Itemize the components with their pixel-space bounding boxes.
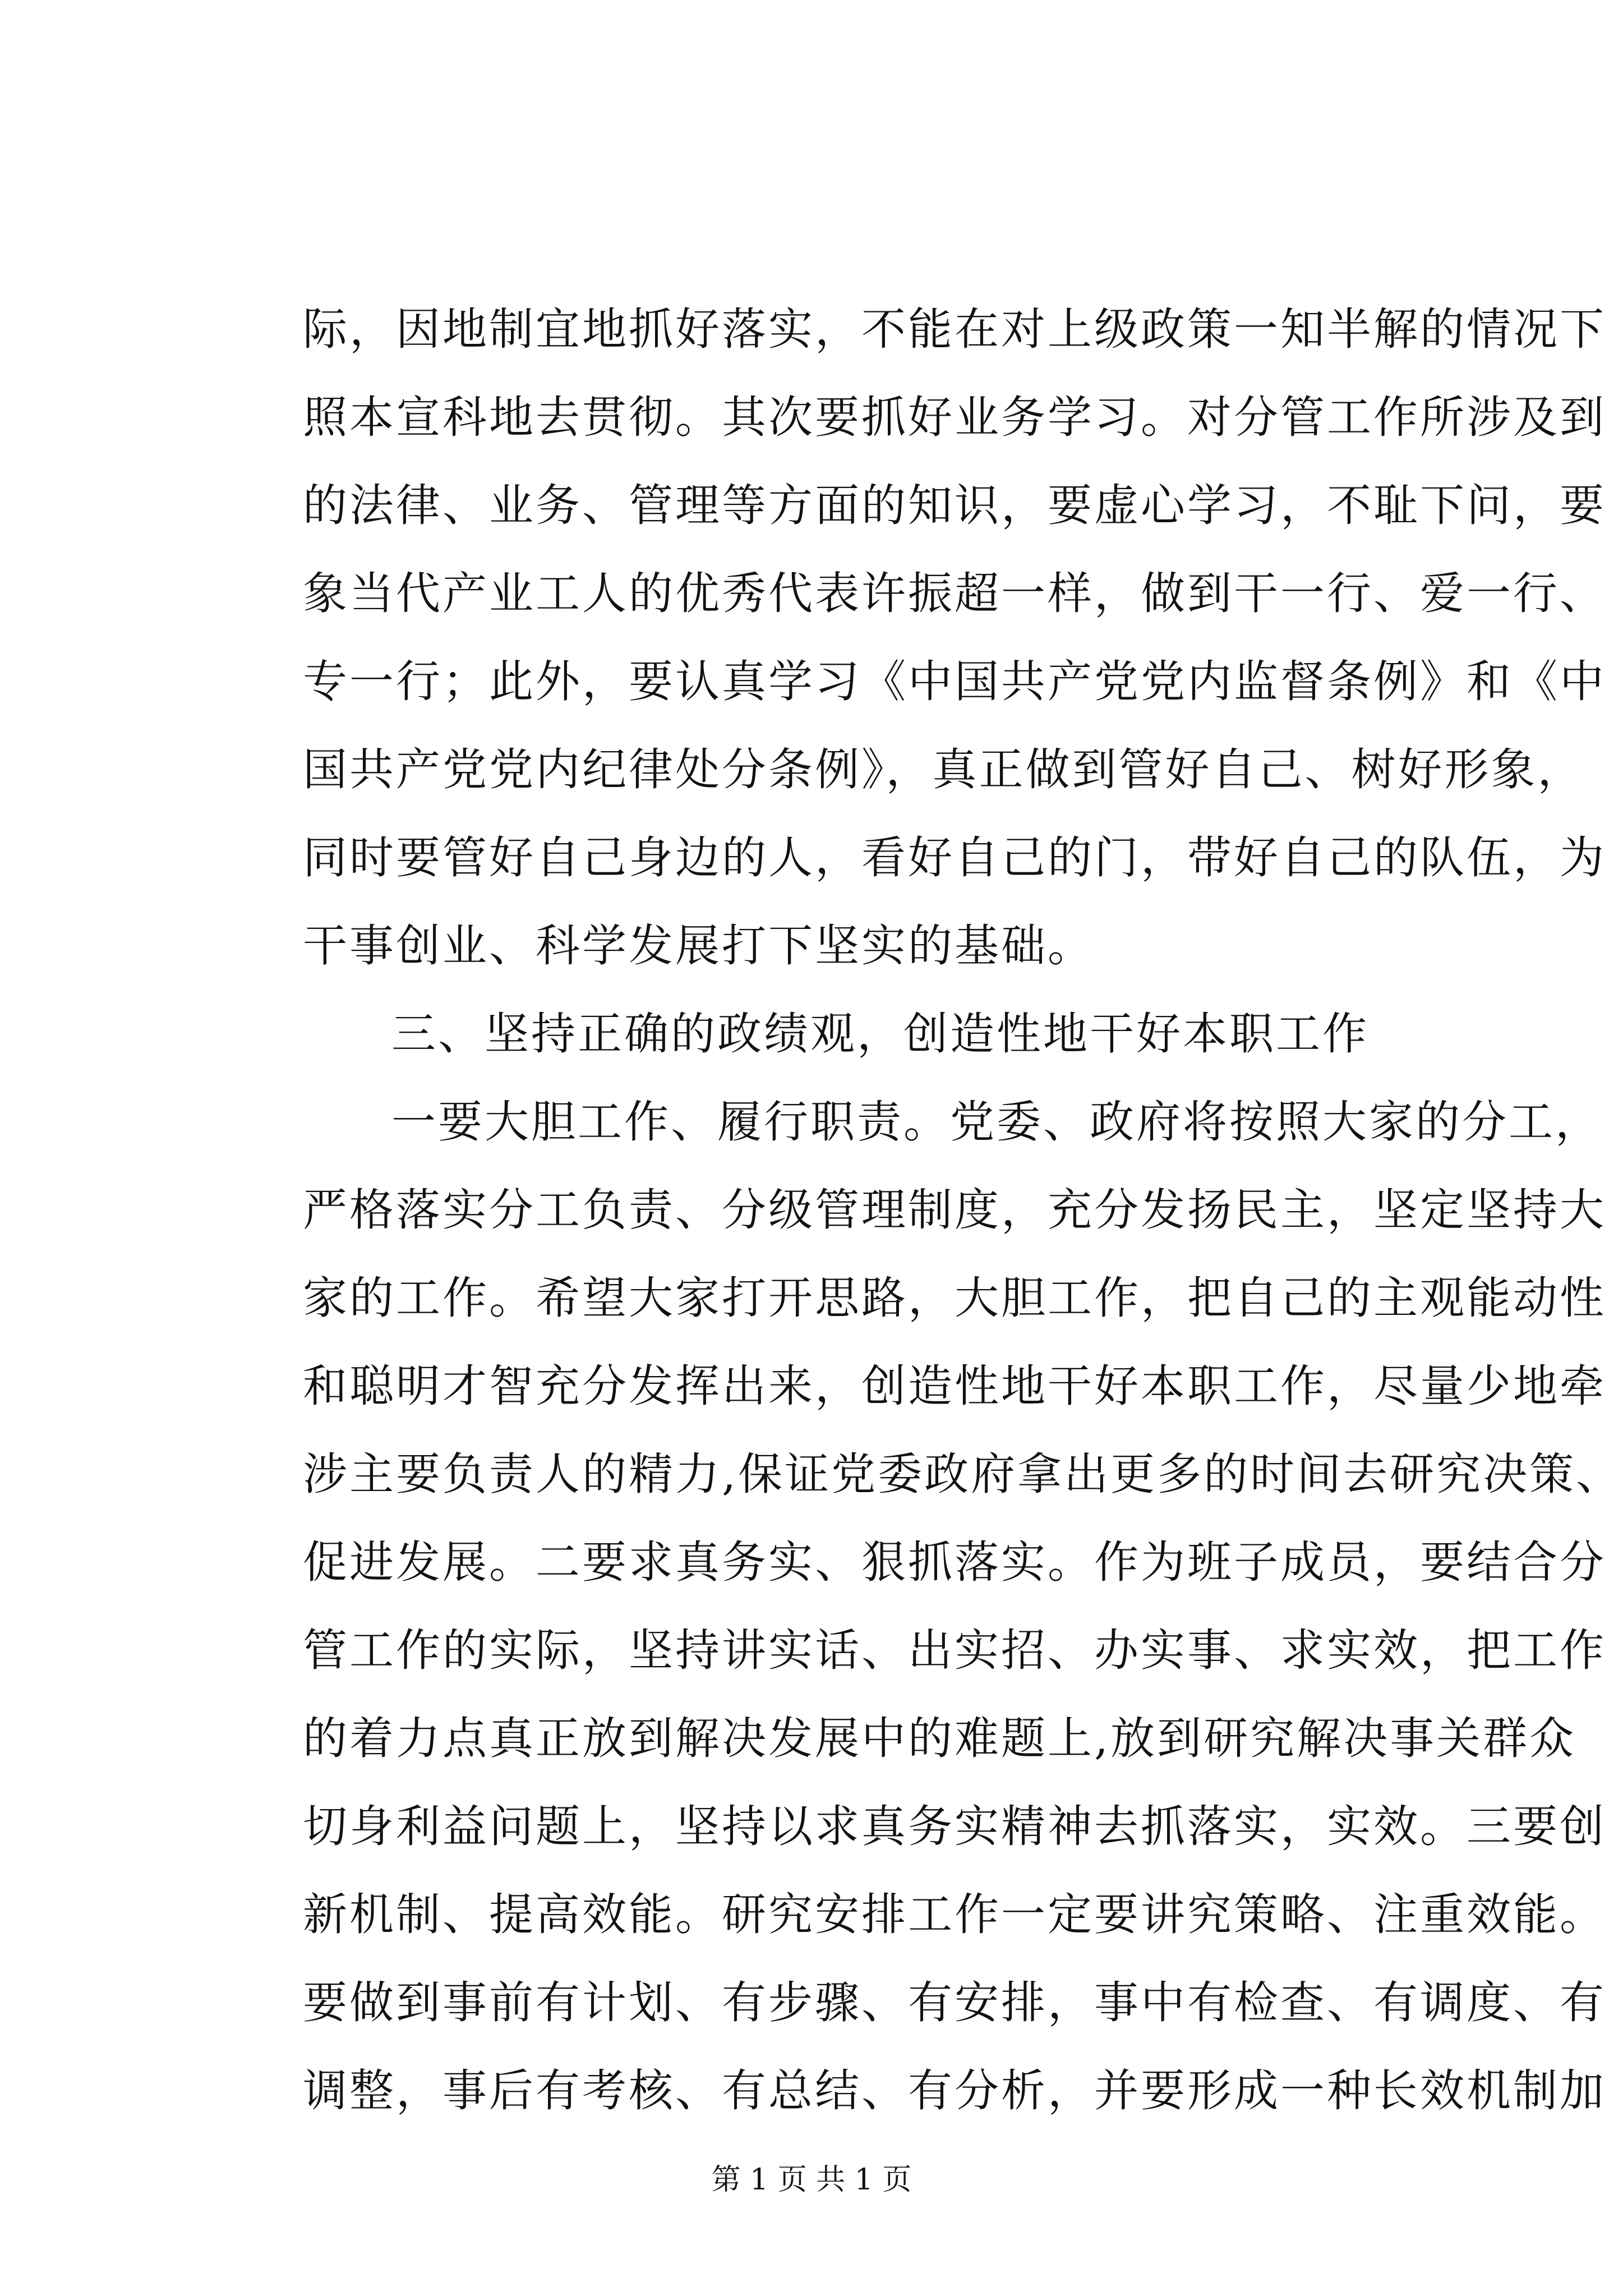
body-line-19: 新机制、提高效能。研究安排工作一定要讲究策略、注重效能。 xyxy=(303,1889,1606,1940)
body-line-11: 严格落实分工负责、分级管理制度，充分发扬民主，坚定坚持大 xyxy=(303,1184,1606,1236)
body-line-6: 国共产党党内纪律处分条例》，真正做到管好自己、树好形象， xyxy=(303,744,1584,795)
body-line-7: 同时要管好自己身边的人，看好自己的门，带好自己的队伍，为 xyxy=(303,832,1606,884)
body-line-17: 的着力点真正放到解决发展中的难题上,放到研究解决事关群众 xyxy=(303,1713,1576,1764)
body-line-8: 干事创业、科学发展打下坚实的基础。 xyxy=(303,920,1094,972)
body-line-5: 专一行；此外，要认真学习《中国共产党党内监督条例》和《中 xyxy=(303,656,1606,707)
body-line-18: 切身利益问题上，坚持以求真务实精神去抓落实，实效。三要创 xyxy=(303,1801,1606,1852)
body-line-13: 和聪明才智充分发挥出来，创造性地干好本职工作，尽量少地牵 xyxy=(303,1360,1606,1412)
body-line-2: 照本宣科地去贯彻。其次要抓好业务学习。对分管工作所涉及到 xyxy=(303,392,1606,443)
section-heading: 三、坚持正确的政绩观，创造性地干好本职工作 xyxy=(391,1008,1369,1060)
body-line-12: 家的工作。希望大家打开思路，大胆工作，把自己的主观能动性 xyxy=(303,1272,1606,1324)
body-line-4: 象当代产业工人的优秀代表许振超一样，做到干一行、爱一行、 xyxy=(303,568,1606,619)
body-line-3: 的法律、业务、管理等方面的知识，要虚心学习，不耻下问，要 xyxy=(303,480,1606,531)
body-line-15: 促进发展。二要求真务实、狠抓落实。作为班子成员，要结合分 xyxy=(303,1536,1606,1588)
body-line-10: 一要大胆工作、履行职责。党委、政府将按照大家的分工， xyxy=(391,1096,1602,1148)
page-footer: 第 1 页 共 1 页 xyxy=(711,2163,912,2197)
body-line-14: 涉主要负责人的精力,保证党委政府拿出更多的时间去研究决策、 xyxy=(303,1448,1623,1500)
body-line-1: 际，因地制宜地抓好落实，不能在对上级政策一知半解的情况下 xyxy=(303,303,1606,355)
body-line-16: 管工作的实际，坚持讲实话、出实招、办实事、求实效，把工作 xyxy=(303,1625,1606,1676)
body-line-21: 调整，事后有考核、有总结、有分析，并要形成一种长效机制加 xyxy=(303,2065,1606,2116)
body-line-20: 要做到事前有计划、有步骤、有安排，事中有检查、有调度、有 xyxy=(303,1977,1606,2028)
